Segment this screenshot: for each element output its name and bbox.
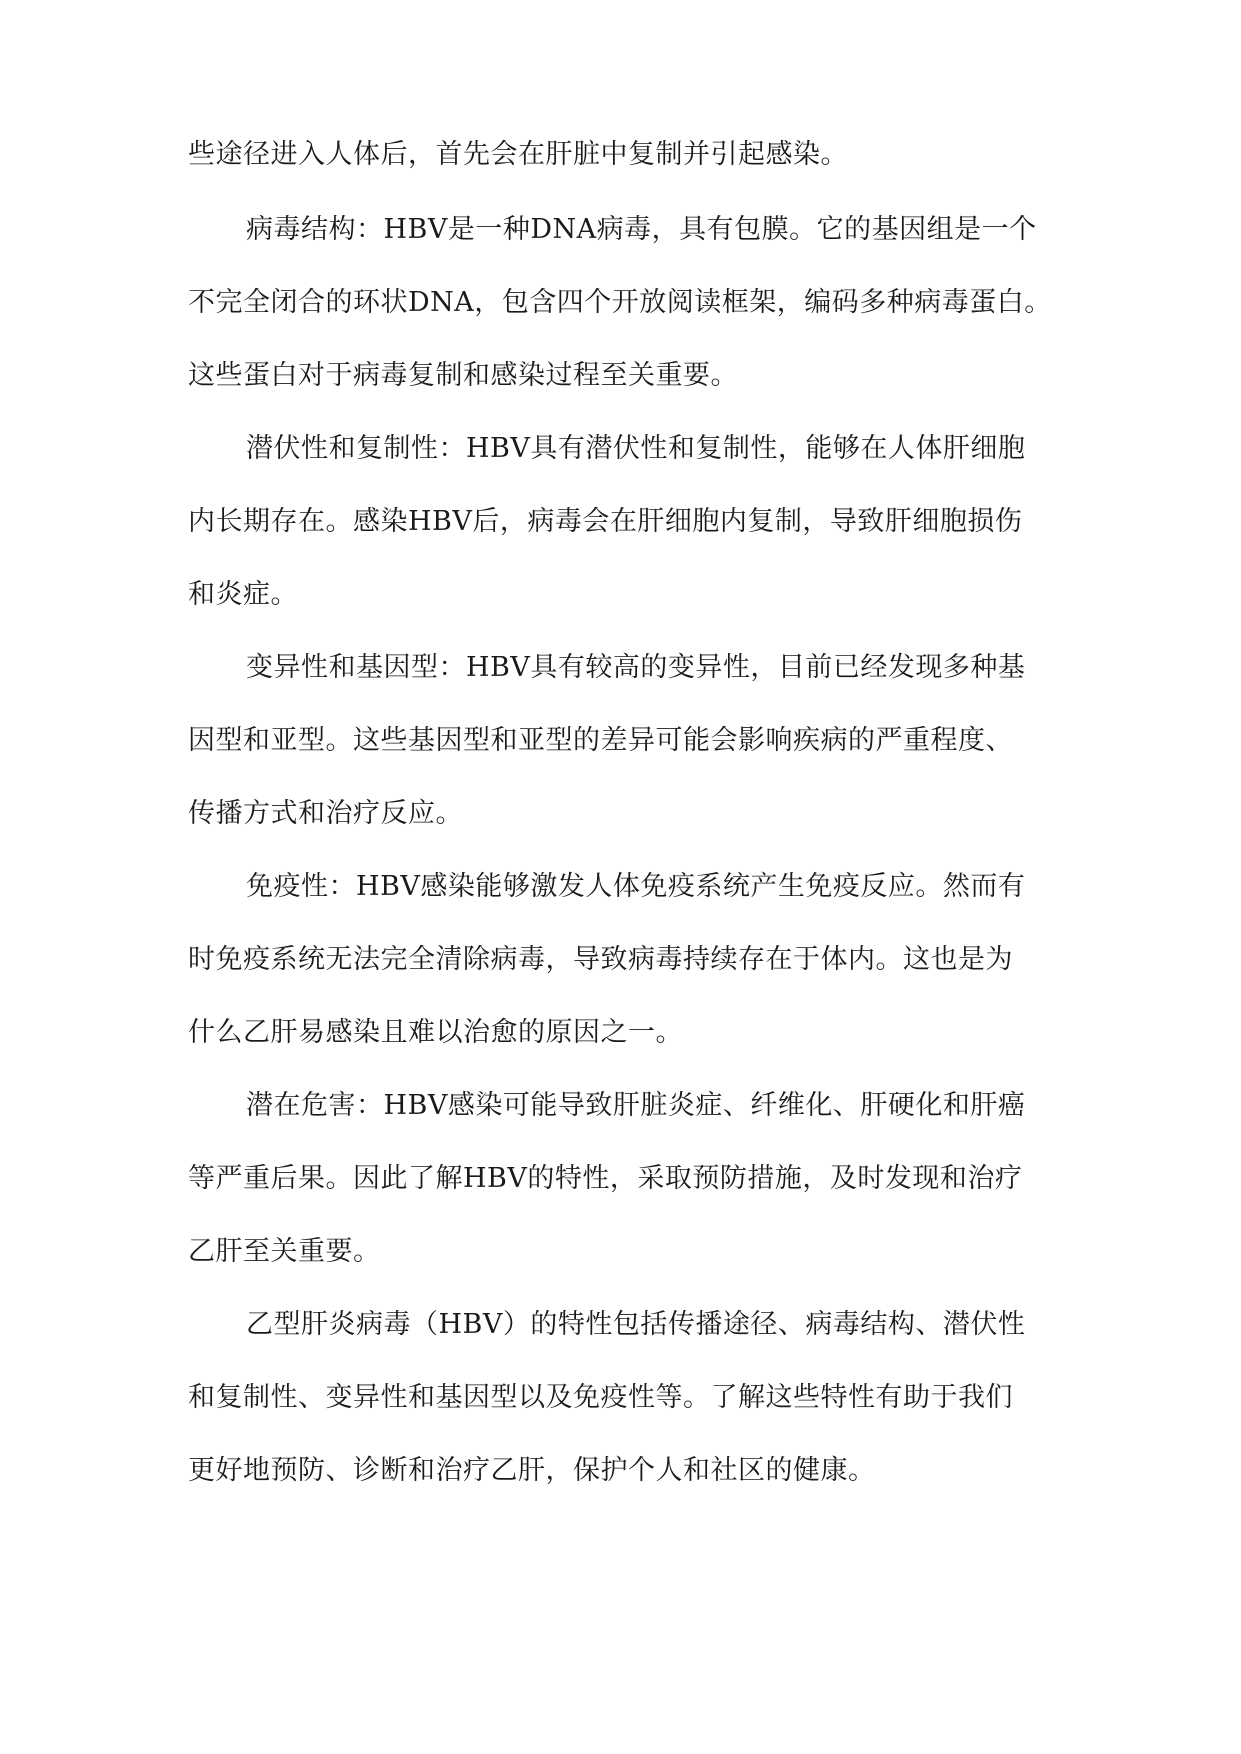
text-line: 什么乙肝易感染且难以治愈的原因之一。: [188, 1017, 683, 1048]
text-line: 和炎症。: [188, 579, 298, 610]
text-line: 这些蛋白对于病毒复制和感染过程至关重要。: [188, 360, 738, 391]
text-line: 内长期存在。感染HBV后，病毒会在肝细胞内复制，导致肝细胞损伤: [188, 506, 1023, 537]
text-line: 因型和亚型。这些基因型和亚型的差异可能会影响疾病的严重程度、: [188, 725, 1013, 756]
text-line: 乙肝至关重要。: [188, 1236, 381, 1267]
text-line: 更好地预防、诊断和治疗乙肝，保护个人和社区的健康。: [188, 1455, 876, 1486]
text-line: 乙型肝炎病毒（HBV）的特性包括传播途径、病毒结构、潜伏性: [246, 1309, 1026, 1340]
text-line: 免疫性：HBV感染能够激发人体免疫系统产生免疫反应。然而有: [246, 871, 1026, 902]
text-line: 变异性和基因型：HBV具有较高的变异性，目前已经发现多种基: [246, 652, 1026, 683]
text-line: 时免疫系统无法完全清除病毒，导致病毒持续存在于体内。这也是为: [188, 944, 1013, 975]
text-line: 病毒结构：HBV是一种DNA病毒，具有包膜。它的基因组是一个: [246, 214, 1037, 245]
text-line: 潜伏性和复制性：HBV具有潜伏性和复制性，能够在人体肝细胞: [246, 433, 1026, 464]
text-line: 传播方式和治疗反应。: [188, 798, 463, 829]
text-line: 些途径进入人体后，首先会在肝脏中复制并引起感染。: [188, 139, 848, 170]
text-line: 等严重后果。因此了解HBV的特性，采取预防措施，及时发现和治疗: [188, 1163, 1023, 1194]
text-line: 和复制性、变异性和基因型以及免疫性等。了解这些特性有助于我们: [188, 1382, 1013, 1413]
text-line: 潜在危害：HBV感染可能导致肝脏炎症、纤维化、肝硬化和肝癌: [246, 1090, 1026, 1121]
text-line: 不完全闭合的环状DNA，包含四个开放阅读框架，编码多种病毒蛋白。: [188, 287, 1052, 318]
